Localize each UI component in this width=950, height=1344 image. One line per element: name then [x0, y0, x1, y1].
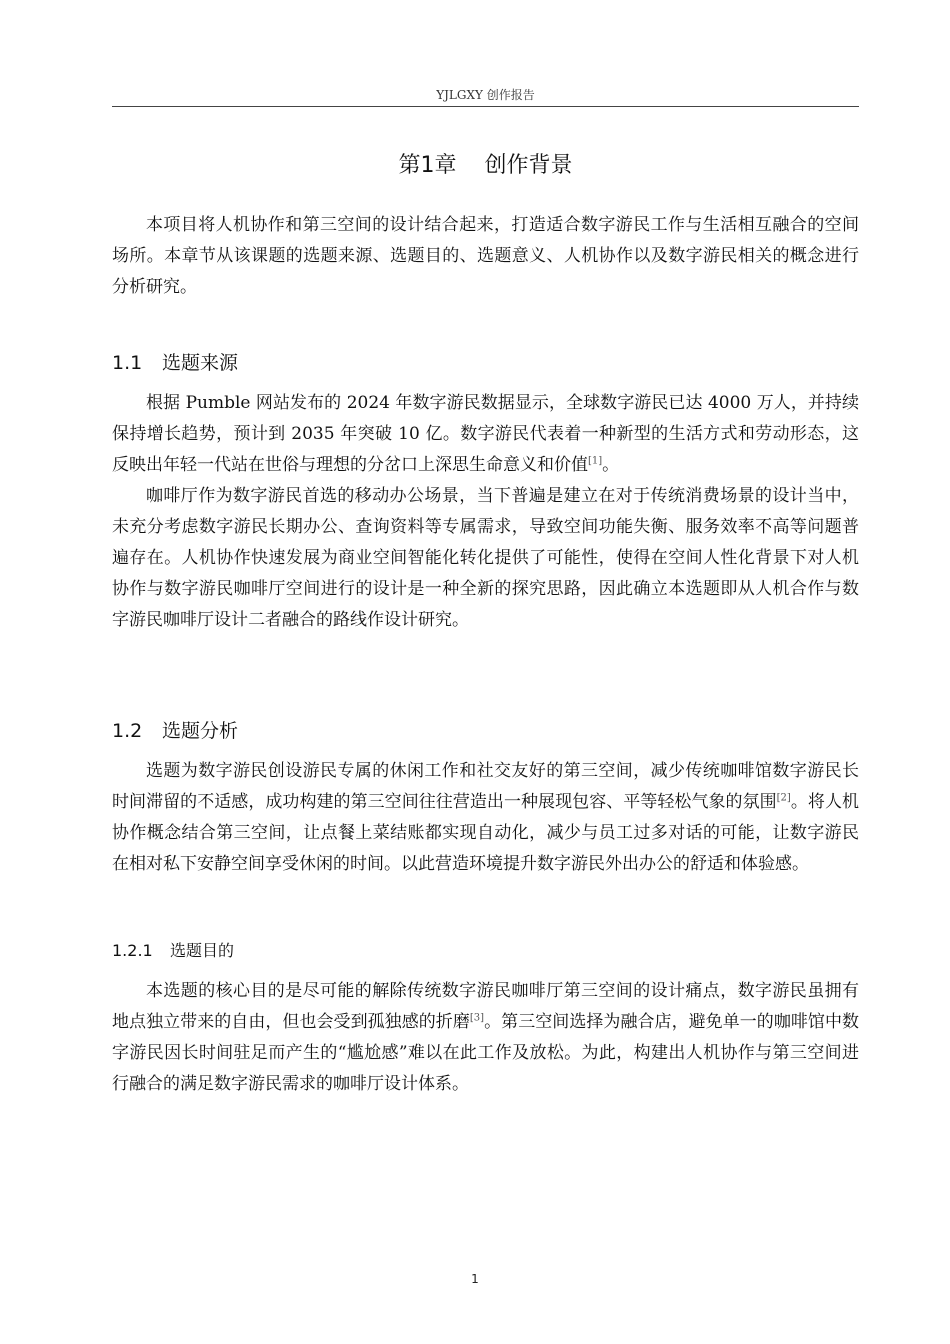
section-title: 选题分析 — [162, 720, 239, 742]
chapter-title — [112, 148, 859, 179]
citation-ref[interactable]: [3] — [469, 1012, 485, 1024]
intro-paragraph: 本项目将人机协作和第三空间的设计结合起来，打造适合数字游民工作与生活相互融合的空间场所。本章节从该课题的选题来源、选题目的、选题意义、人机协作以及数字游民相关的概念进行分析研究。 — [112, 215, 859, 297]
running-header: YJLGXY 创作报告 — [436, 88, 535, 102]
section-1-1-body — [112, 388, 859, 636]
section-title: 选题来源 — [162, 352, 239, 374]
citation-ref[interactable]: [1] — [588, 455, 603, 467]
chapter-intro — [112, 210, 859, 303]
section-heading-1-2 — [112, 716, 859, 743]
page-number: 1 — [471, 1272, 479, 1286]
section-heading-1-1 — [112, 348, 859, 375]
chapter-name: 创作背景 — [484, 153, 573, 178]
paragraph: 选题为数字游民创设游民专属的休闲工作和社交友好的第三空间，减少传统咖啡馆数字游民长时间滞留的不适感，成功构建的第三空间往往营造出一种展现包容、平等轻松气象的氛围[2]。将人机协作概念结合第三空间，让点餐上菜结账都实现自动化，减少与员工过多对话的可能，让数字游民在相对私下安静空间享受休闲的时间。以此营造环境提升数字游民外出办公的舒适和体验感。 — [112, 761, 859, 874]
paragraph: 本选题的核心目的是尽可能的解除传统数字游民咖啡厅第三空间的设计痛点，数字游民虽拥有地点独立带来的自由，但也会受到孤独感的折磨[3]。第三空间选择为融合店，避免单一的咖啡馆中数字游民因长时间驻足而产生的“尴尬感”难以在此工作及放松。为此，构建出人机协作与第三空间进行融合的满足数字游民需求的咖啡厅设计体系。 — [112, 981, 860, 1094]
chapter-number: 第1章 — [398, 153, 457, 178]
paragraph: 咖啡厅作为数字游民首选的移动办公场景，当下普遍是建立在对于传统消费场景的设计当中，未充分考虑数字游民长期办公、查询资料等专属需求，导致空间功能失衡、服务效率不高等问题普遍存在。人机协作快速发展为商业空间智能化转化提供了可能性，使得在空间人性化背景下对人机协作与数字游民咖啡厅空间进行的设计是一种全新的探究思路，因此确立本选题即从人机合作与数字游民咖啡厅设计二者融合的路线作设计研究。 — [112, 486, 859, 630]
subsection-1-2-1-body — [112, 976, 859, 1100]
paragraph: 根据 Pumble 网站发布的 2024 年数字游民数据显示，全球数字游民已达 4000 万人，并持续保持增长趋势，预计到 2035 年突破 10 亿。数字游民代表着一种新型的生活方式和劳动形态，这反映出年轻一代站在世俗与理想的分岔口上深思生命意义和价值[1]。 — [112, 393, 859, 475]
header-rule — [112, 106, 859, 107]
subsection-heading-1-2-1 — [112, 938, 859, 961]
section-1-2-body — [112, 756, 859, 880]
section-number: 1.2 — [112, 720, 143, 742]
section-number: 1.1 — [112, 352, 143, 374]
citation-ref[interactable]: [2] — [776, 792, 791, 804]
subsection-title: 选题目的 — [170, 941, 235, 960]
subsection-number: 1.2.1 — [112, 941, 153, 960]
